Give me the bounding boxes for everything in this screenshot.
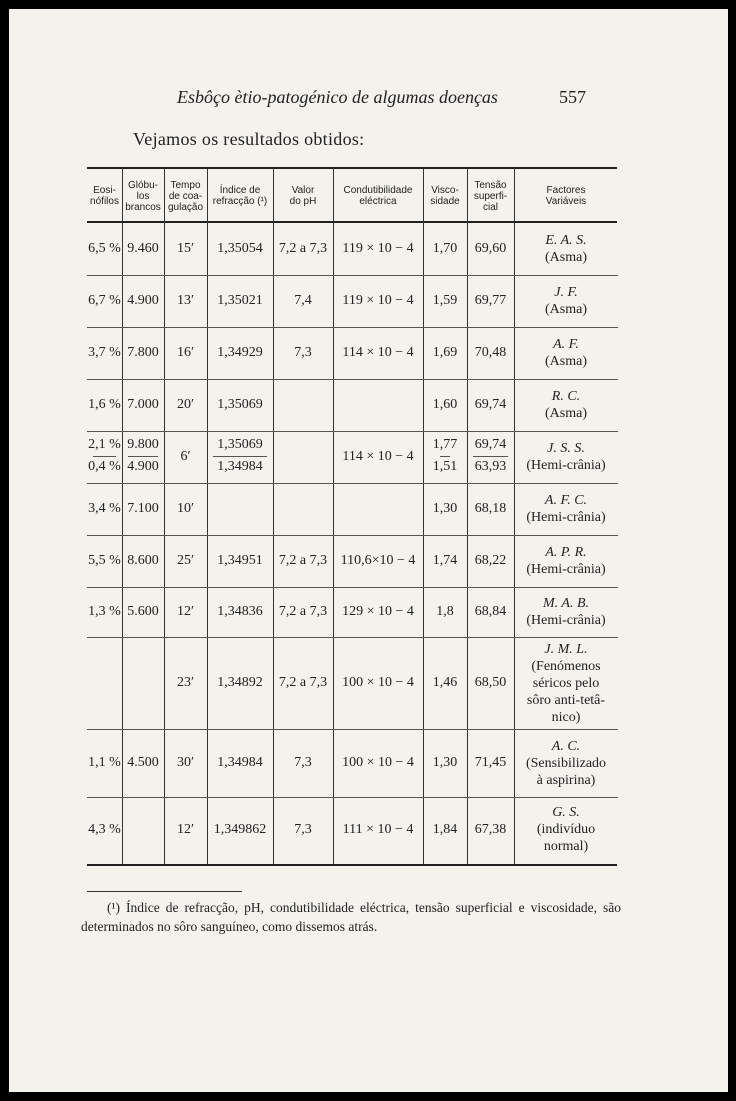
row-separator <box>87 729 618 730</box>
ph-cell: 7,2 a 7,3 <box>278 241 328 256</box>
white-cells-cell: 4.900 <box>127 293 159 308</box>
factor-cell <box>514 492 618 526</box>
coagulation-time-cell: 30′ <box>176 755 195 770</box>
book-page <box>9 9 728 1092</box>
cell-split-line <box>473 456 508 457</box>
coagulation-time-cell: 25′ <box>176 553 195 568</box>
coagulation-time-cell: 10′ <box>176 501 195 516</box>
column-header-refraction-index: refracção (¹) <box>212 196 268 207</box>
row-separator <box>87 431 618 432</box>
row-separator <box>87 327 618 328</box>
column-header-refraction-index: Índice de <box>219 185 261 196</box>
ph-cell: 7,2 a 7,3 <box>278 553 328 568</box>
white-cells-cell: 9.460 <box>127 241 159 256</box>
ph-cell: 7,3 <box>294 821 312 837</box>
surface-tension-cell: 68,84 <box>474 604 507 619</box>
conductivity-cell: 100 × 10 − 4 <box>342 755 414 770</box>
factor-description: (indivíduo <box>536 822 596 837</box>
factor-cell <box>514 336 618 370</box>
surface-tension-cell: 68,22 <box>474 553 507 568</box>
conductivity-cell: 119 × 10 − 4 <box>342 293 414 308</box>
column-header-white-cells: Glóbu- <box>127 180 158 191</box>
refraction-index-cell: 1,34984 <box>217 755 263 770</box>
eosinophils-cell: 1,1 % <box>88 755 121 770</box>
ph-cell: 7,2 a 7,3 <box>278 675 328 690</box>
viscosity-cell: 1,30 <box>432 755 458 770</box>
column-header-factors: Variáveis <box>545 196 587 207</box>
column-header-surface-tension: cial <box>482 202 498 213</box>
eosinophils-cell: 2,1 % <box>88 437 121 452</box>
factor-cell <box>514 440 618 474</box>
factor-description: (Hemi-crânia) <box>526 613 606 628</box>
patient-initials: A. P. R. <box>545 545 587 560</box>
coagulation-time-cell: 6′ <box>180 449 191 464</box>
page-number: 557 <box>559 87 586 107</box>
running-title: Esbôço ètio-patogénico de algumas doenças <box>177 87 498 107</box>
patient-initials: A. F. C. <box>544 493 588 508</box>
patient-initials: J. S. S. <box>547 441 585 456</box>
table-header-rule <box>87 221 617 223</box>
conductivity-cell: 110,6×10 − 4 <box>340 553 416 568</box>
column-header-viscosity: Visco- <box>431 185 459 196</box>
row-separator <box>87 797 618 798</box>
refraction-index-cell: 1,35054 <box>217 241 263 256</box>
white-cells-cell: 4.500 <box>127 755 159 770</box>
factor-description: (Hemi-crânia) <box>526 510 606 525</box>
column-header-coagulation-time: gulação <box>167 202 204 213</box>
viscosity-cell-2: 1,51 <box>432 459 458 474</box>
viscosity-cell: 1,46 <box>432 675 458 690</box>
white-cells-cell: 7.000 <box>127 397 159 412</box>
factor-cell <box>514 738 618 789</box>
white-cells-cell: 9.800 <box>127 437 159 452</box>
refraction-index-cell: 1,34929 <box>217 345 263 360</box>
viscosity-cell: 1,84 <box>432 821 458 837</box>
refraction-index-cell: 1,35021 <box>217 293 263 308</box>
white-cells-cell: 5.600 <box>127 604 159 619</box>
eosinophils-cell: 3,4 % <box>88 501 121 516</box>
column-header-viscosity: sidade <box>430 196 460 207</box>
ph-cell: 7,2 a 7,3 <box>278 604 328 619</box>
eosinophils-cell: 4,3 % <box>88 821 121 837</box>
surface-tension-cell: 68,50 <box>474 675 507 690</box>
factor-cell <box>514 544 618 578</box>
conductivity-cell: 119 × 10 − 4 <box>342 241 414 256</box>
row-separator <box>87 275 618 276</box>
cell-split-line <box>93 456 116 457</box>
factor-description: à aspirina) <box>536 772 596 788</box>
surface-tension-cell: 68,18 <box>474 501 507 516</box>
table-top-rule <box>87 167 617 169</box>
eosinophils-cell: 3,7 % <box>88 345 121 360</box>
eosinophils-cell: 6,7 % <box>88 293 121 308</box>
conductivity-cell: 100 × 10 − 4 <box>342 675 414 690</box>
white-cells-cell: 7.800 <box>127 345 159 360</box>
table-bottom-rule <box>87 864 617 866</box>
patient-initials: A. C. <box>551 738 581 754</box>
viscosity-cell: 1,30 <box>432 501 458 516</box>
patient-initials: G. S. <box>552 805 580 820</box>
surface-tension-cell: 67,38 <box>474 821 507 837</box>
patient-initials: J. M. L. <box>544 641 588 657</box>
eosinophils-cell: 5,5 % <box>88 553 121 568</box>
factor-cell <box>514 284 618 318</box>
row-separator <box>87 637 618 638</box>
row-separator <box>87 379 618 380</box>
refraction-index-cell-2: 1,34984 <box>217 459 263 474</box>
patient-initials: E. A. S. <box>545 233 587 248</box>
coagulation-time-cell: 12′ <box>176 604 195 619</box>
patient-initials: M. A. B. <box>542 596 589 611</box>
factor-description: sôro anti-tetâ- <box>526 692 606 708</box>
intro-sentence: Vejamos os resultados obtidos: <box>133 129 365 149</box>
viscosity-cell: 1,60 <box>432 397 458 412</box>
column-header-ph-value: Valor <box>291 185 315 196</box>
patient-initials: J. F. <box>554 285 578 300</box>
conductivity-cell: 129 × 10 − 4 <box>342 604 414 619</box>
coagulation-time-cell: 15′ <box>176 241 195 256</box>
factor-description: (Asma) <box>545 406 587 421</box>
viscosity-cell: 1,8 <box>436 604 454 619</box>
white-cells-cell-2: 4.900 <box>127 459 159 474</box>
coagulation-time-cell: 23′ <box>176 675 195 690</box>
factor-cell <box>514 232 618 266</box>
column-header-conductivity: Condutibilidade <box>343 185 413 196</box>
conductivity-cell: 111 × 10 − 4 <box>342 821 414 837</box>
conductivity-cell: 114 × 10 − 4 <box>342 345 414 360</box>
factor-description: séricos pelo <box>532 675 600 691</box>
factor-description: (Asma) <box>545 250 587 265</box>
footnote-rule <box>87 891 242 892</box>
patient-initials: A. F. <box>553 337 579 352</box>
coagulation-time-cell: 12′ <box>176 821 195 837</box>
refraction-index-cell: 1,35069 <box>217 397 263 412</box>
factor-description: (Fenómenos <box>531 658 601 674</box>
factor-description: (Asma) <box>545 302 587 317</box>
factor-description: nico) <box>551 709 581 725</box>
white-cells-cell: 8.600 <box>127 553 159 568</box>
coagulation-time-cell: 20′ <box>176 397 195 412</box>
row-separator <box>87 587 618 588</box>
column-header-eosinophils: Eosi- <box>93 185 116 196</box>
cell-split-line <box>128 456 158 457</box>
factor-description: (Hemi-crânia) <box>526 458 606 473</box>
surface-tension-cell: 69,77 <box>474 293 507 308</box>
eosinophils-cell-2: 0,4 % <box>88 459 121 474</box>
conductivity-cell: 114 × 10 − 4 <box>342 449 414 464</box>
factor-description: (Sensibilizado <box>525 755 607 771</box>
eosinophils-cell: 1,6 % <box>88 397 121 412</box>
factor-cell <box>514 804 618 855</box>
patient-initials: R. C. <box>551 389 581 404</box>
refraction-index-cell: 1,34951 <box>217 553 263 568</box>
column-header-eosinophils: nófilos <box>90 196 119 207</box>
surface-tension-cell: 69,74 <box>474 397 507 412</box>
column-header-white-cells: brancos <box>125 202 161 213</box>
viscosity-cell: 1,77 <box>432 437 458 452</box>
column-header-coagulation-time: Tempo <box>170 180 201 191</box>
surface-tension-cell: 69,74 <box>474 437 507 452</box>
factor-cell <box>514 388 618 422</box>
factor-description: normal) <box>543 839 589 854</box>
surface-tension-cell: 70,48 <box>474 345 507 360</box>
surface-tension-cell: 71,45 <box>474 755 507 770</box>
viscosity-cell: 1,69 <box>432 345 458 360</box>
ph-cell: 7,3 <box>294 755 312 770</box>
refraction-index-cell: 1,35069 <box>217 437 263 452</box>
eosinophils-cell: 6,5 % <box>88 241 121 256</box>
column-header-surface-tension: superfi- <box>473 191 508 202</box>
surface-tension-cell-2: 63,93 <box>474 459 507 474</box>
column-header-ph-value: do pH <box>289 196 317 207</box>
refraction-index-cell: 1,34892 <box>217 675 263 690</box>
column-header-factors: Factores <box>546 185 586 196</box>
cell-split-dash <box>440 456 450 457</box>
column-header-coagulation-time: de coa- <box>168 191 203 202</box>
viscosity-cell: 1,70 <box>432 241 458 256</box>
footnote: (¹) Índice de refracção, pH, condutibilidade eléctrica, tensão superficial e viscosidade, são determinados no sôro sanguíneo, como dissemos atrás. <box>81 900 621 934</box>
coagulation-time-cell: 13′ <box>176 293 195 308</box>
column-header-surface-tension: Tensão <box>474 180 507 191</box>
coagulation-time-cell: 16′ <box>176 345 195 360</box>
surface-tension-cell: 69,60 <box>474 241 507 256</box>
row-separator <box>87 483 618 484</box>
cell-split-line <box>213 456 267 457</box>
refraction-index-cell: 1,34836 <box>217 604 263 619</box>
ph-cell: 7,4 <box>294 293 312 308</box>
white-cells-cell: 7.100 <box>127 501 159 516</box>
ph-cell: 7,3 <box>294 345 312 360</box>
column-header-conductivity: eléctrica <box>359 196 397 207</box>
factor-description: (Hemi-crânia) <box>526 562 606 577</box>
factor-cell <box>514 595 618 629</box>
viscosity-cell: 1,59 <box>432 293 458 308</box>
refraction-index-cell: 1,349862 <box>213 821 267 837</box>
eosinophils-cell: 1,3 % <box>88 604 121 619</box>
row-separator <box>87 535 618 536</box>
factor-description: (Asma) <box>545 354 587 369</box>
column-header-white-cells: los <box>136 191 150 202</box>
viscosity-cell: 1,74 <box>432 553 458 568</box>
factor-cell <box>514 641 618 726</box>
